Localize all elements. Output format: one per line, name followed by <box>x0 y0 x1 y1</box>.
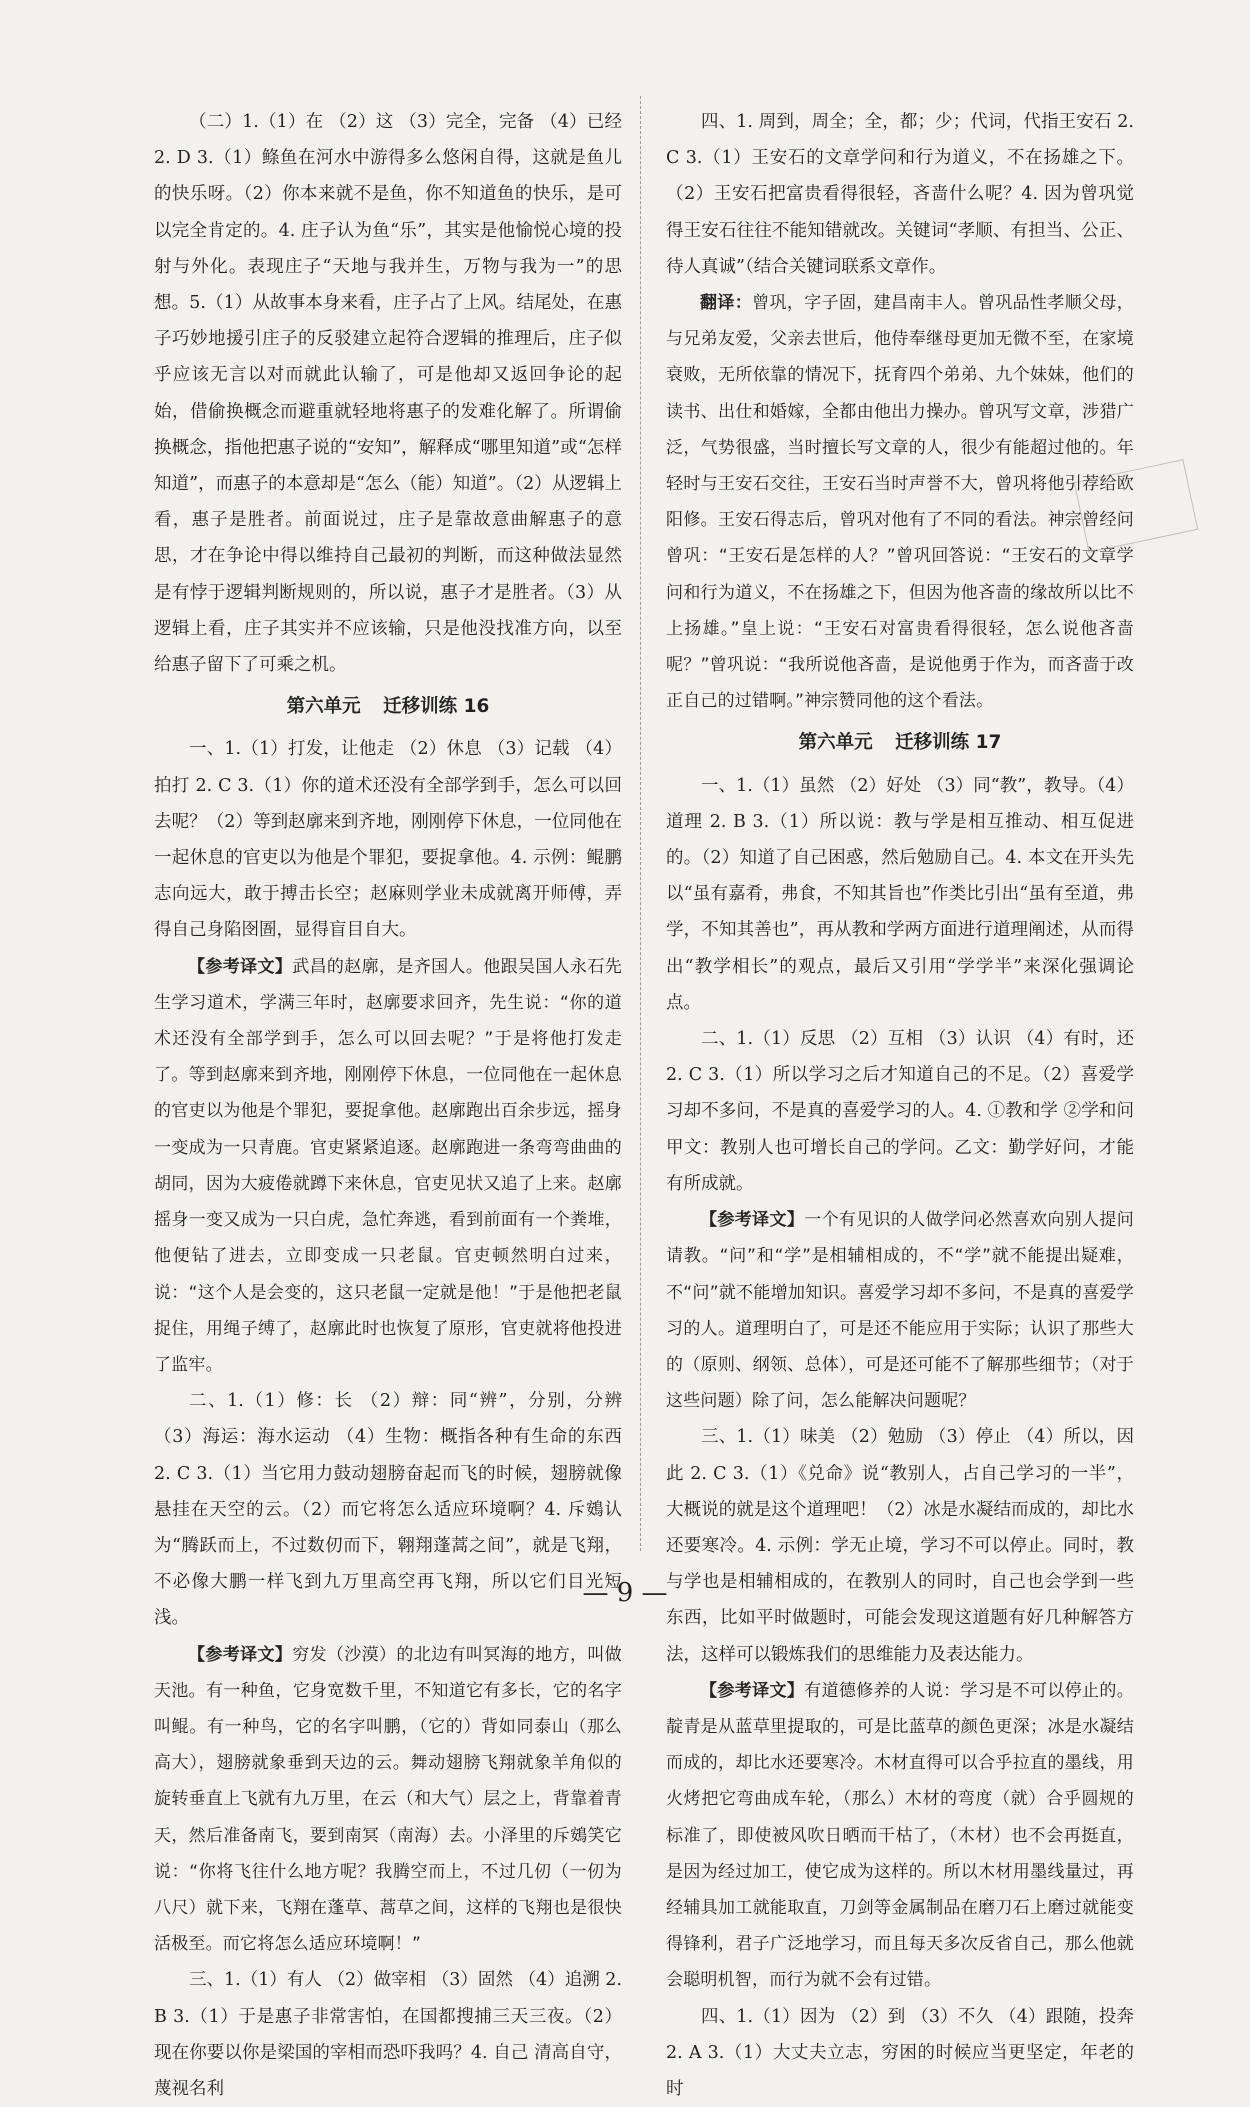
unit-label: 第六单元 <box>798 732 873 754</box>
translation-text: 穷发（沙漠）的北边有叫冥海的地方，叫做天池。有一种鱼，它身宽数千里，不知道它有多长，它的名字叫鲲。有一种鸟，它的名字叫鹏，（它的）背如同泰山（那么高大），翅膀就象垂到天边的云。舞动翅膀飞翔就象羊角似的旋转垂直上飞就有九万里，在云（和大气）层之上，背靠着青天，然后准备南飞，要到南冥（南海）去。小泽里的斥鴳笑它说：“你将飞往什么地方呢？我腾空而上，不过几仞（一仞为八尺）就下来，飞翔在蓬草、蒿草之间，这样的飞翔也是很快活极至。而它将怎么适应环境啊！” <box>154 1644 622 1955</box>
translation-zenggong <box>666 285 1134 719</box>
answer-block-7: 三、1.（1）味美 （2）勉励 （3）停止 （4）所以，因此 2. C 3.（1）《兑命》说“教别人，占自己学习的一半”，大概说的就是这个道理吧！（2）冰是水凝结而成的，却比水还要寒冷。4. 示例：学无止境，学习不可以停止。同时，教与学也是相辅相成的，在教别人的同时，自己也会学到一些东西，比如平时做题时，可能会发现这道题有好几种解答方法，这样可以锻炼我们的思维能力及表达能力。 <box>666 1427 1134 1665</box>
answer-block-8: 四、1.（1）因为 （2）到 （3）不久 （4）跟随，投奔 2. A 3.（1）大丈夫立志，穷困的时候应当更坚定，年老的时 <box>666 2006 1134 2099</box>
answer-block-6: 二、1.（1）反思 （2）互相 （3）认识 （4）有时，还 2. C 3.（1）所以学习之后才知道自己的不足。（2）喜爱学习却不多问，不是真的喜爱学习的人。4. ①教和学 ②学和问 甲文：教别人也可增长自己的学问。乙文：勤学好问，才能有所成就。 <box>666 1029 1134 1194</box>
column-divider <box>640 96 641 1551</box>
translation-label: 【参考译文】 <box>700 1210 805 1231</box>
answer-block-2: 二、1.（1）修：长 （2）辩：同“辨”，分别，分辨 （3）海运：海水运动 （4）生物：概指各种有生命的东西 2. C 3.（1）当它用力鼓动翅膀奋起而飞的时候，翅膀就像悬挂在天空的云。（2）而它将怎么适应环境啊？4. 斥鴳认为“腾跃而上，不过数仞而下，翱翔蓬蒿之间”，就是飞翔，不必像大鹏一样飞到九万里高空再飞翔，所以它们目光短浅。 <box>154 1391 622 1629</box>
reference-translation-2 <box>154 1637 622 1963</box>
answer-block-4: 四、1. 周到，周全；全，都；少；代词，代指王安石 2. C 3.（1）王安石的文章学问和行为道义，不在扬雄之下。（2）王安石把富贵看得很轻，吝啬什么呢？4. 因为曾巩觉得王安石往往不能知错就改。关键词“孝顺、有担当、公正、待人真诚”（结合关键词联系文章作。 <box>666 112 1134 277</box>
section-heading-17 <box>666 725 1134 761</box>
translation-label: 【参考译文】 <box>188 1644 293 1665</box>
right-column <box>666 104 1134 2107</box>
answer-block-1: 一、1.（1）打发，让他走 （2）休息 （3）记载 （4）拍打 2. C 3.（1）你的道术还没有全部学到手，怎么可以回去呢？（2）等到赵廓来到齐地，刚刚停下休息，一位同他在一起休息的官吏以为他是个罪犯，要捉拿他。4. 示例：鲲鹏志向远大，敢于搏击长空；赵麻则学业未成就离开师傅，弄得自己身陷囹圄，显得盲目自大。 <box>154 739 622 941</box>
translation-label: 翻译： <box>700 293 753 314</box>
unit-label: 第六单元 <box>286 696 361 718</box>
translation-text: 武昌的赵廓，是齐国人。他跟吴国人永石先生学习道术，学满三年时，赵廓要求回齐，先生说：“你的道术还没有全部学到手，怎么可以回去呢？”于是将他打发走了。等到赵廓来到齐地，刚刚停下休息，一位同他在一起休息的官吏以为他是个罪犯，要捉拿他。赵廓跑出百余步远，摇身一变成为一只青鹿。官吏紧紧追逐。赵廓跑进一条弯弯曲曲的胡同，因为大疲倦就蹲下来休息，官吏见状又追了上来。赵廓摇身一变又成为一只白虎，急忙奔逃，看到前面有一个粪堆，他便钻了进去，立即变成一只老鼠。官吏顿然明白过来，说：“这个人是会变的，这只老鼠一定就是他！”于是他把老鼠捉住，用绳子缚了，赵廓此时也恢复了原形，官吏就将他投进了监牢。 <box>154 956 622 1375</box>
exercise-title: 迁移训练 17 <box>895 732 1002 754</box>
answer-block-5: 一、1.（1）虽然 （2）好处 （3）同“教”，教导。（4）道理 2. B 3.（1）所以说：教与学是相互推动、相互促进的。（2）知道了自己困惑，然后勉励自己。4. 本文在开头先以“虽有嘉肴，弗食，不知其旨也”作类比引出“虽有至道，弗学，不知其善也”，再从教和学两方面进行道理阐述，从而得出“教学相长”的观点，最后又引用“学学半”来深化强调论点。 <box>666 775 1134 1013</box>
section-heading-16 <box>154 689 622 725</box>
page-number: — 9 — <box>582 1578 668 1608</box>
translation-label: 【参考译文】 <box>700 1680 805 1701</box>
reference-translation-3 <box>666 1202 1134 1419</box>
reference-translation-1 <box>154 949 622 1383</box>
answer-block-zhuangzi: （二）1.（1）在 （2）这 （3）完全，完备 （4）已经 2. D 3.（1）鲦鱼在河水中游得多么悠闲自得，这就是鱼儿的快乐呀。（2）你本来就不是鱼，你不知道鱼的快乐，是可以完全肯定的。4. 庄子认为鱼“乐”，其实是他愉悦心境的投射与外化。表现庄子“天地与我并生，万物与我为一”的思想。5.（1）从故事本身来看，庄子占了上风。结尾处，在惠子巧妙地援引庄子的反驳建立起符合逻辑的推理后，庄子似乎应该无言以对而就此认输了，可是他却又返回争论的起始，借偷换概念而避重就轻地将惠子的发难化解了。所谓偷换概念，指他把惠子说的“安知”，解释成“哪里知道”或“怎样知道”，而惠子的本意却是“怎么（能）知道”。（2）从逻辑上看，惠子是胜者。前面说过，庄子是靠故意曲解惠子的意思，才在争论中得以维持自己最初的判断，而这种做法显然是有悖于逻辑判断规则的，所以说，惠子才是胜者。（3）从逻辑上看，庄子其实并不应该输，只是他没找准方向，以至给惠子留下了可乘之机。 <box>154 112 622 676</box>
left-column <box>154 104 622 2107</box>
translation-label: 【参考译文】 <box>188 956 293 977</box>
exercise-title: 迁移训练 16 <box>383 696 490 718</box>
translation-text: 曾巩，字子固，建昌南丰人。曾巩品性孝顺父母，与兄弟友爱，父亲去世后，他侍奉继母更加无微不至，在家境衰败，无所依靠的情况下，抚育四个弟弟、九个妹妹，他们的读书、出仕和婚嫁，全都由他出力操办。曾巩写文章，涉猎广泛，气势很盛，当时擅长写文章的人，很少有能超过他的。年轻时与王安石交往，王安石当时声誉不大，曾巩将他引荐给欧阳修。王安石得志后，曾巩对他有了不同的看法。神宗曾经问曾巩：“王安石是怎样的人？”曾巩回答说：“王安石的文章学问和行为道义，不在扬雄之下，但因为他吝啬的缘故所以比不上扬雄。”皇上说：“王安石对富贵看得很轻，怎么说他吝啬呢？”曾巩说：“我所说他吝啬，是说他勇于作为，而吝啬于改正自己的过错啊。”神宗赞同他的这个看法。 <box>666 293 1134 712</box>
translation-text: 有道德修养的人说：学习是不可以停止的。靛青是从蓝草里提取的，可是比蓝草的颜色更深；冰是水凝结而成的，却比水还要寒冷。木材直得可以合乎拉直的墨线，用火烤把它弯曲成车轮，（那么）木材的弯度（就）合乎圆规的标准了，即使被风吹日晒而干枯了，（木材）也不会再挺直，是因为经过加工，使它成为这样的。所以木材用墨线量过，再经辅具加工就能取直，刀剑等金属制品在磨刀石上磨过就能变得锋利，君子广泛地学习，而且每天多次反省自己，那么他就会聪明机智，而行为就不会有过错。 <box>666 1680 1134 1991</box>
answer-block-3: 三、1.（1）有人 （2）做宰相 （3）固然 （4）追溯 2. B 3.（1）于是惠子非常害怕，在国都搜捕三天三夜。（2）现在你要以你是梁国的宰相而恐吓我吗？4. 自己 清高自守，蔑视名利 <box>154 1970 622 2099</box>
translation-text: 一个有见识的人做学问必然喜欢向别人提问请教。“问”和“学”是相辅相成的，不“学”就不能提出疑难，不“问”就不能增加知识。喜爱学习却不多问，不是真的喜爱学习的人。道理明白了，可是还不能应用于实际；认识了那些大的（原则、纲领、总体），可是还可能不了解那些细节；（对于这些问题）除了问，怎么能解决问题呢？ <box>666 1210 1134 1412</box>
reference-translation-4 <box>666 1673 1134 1999</box>
